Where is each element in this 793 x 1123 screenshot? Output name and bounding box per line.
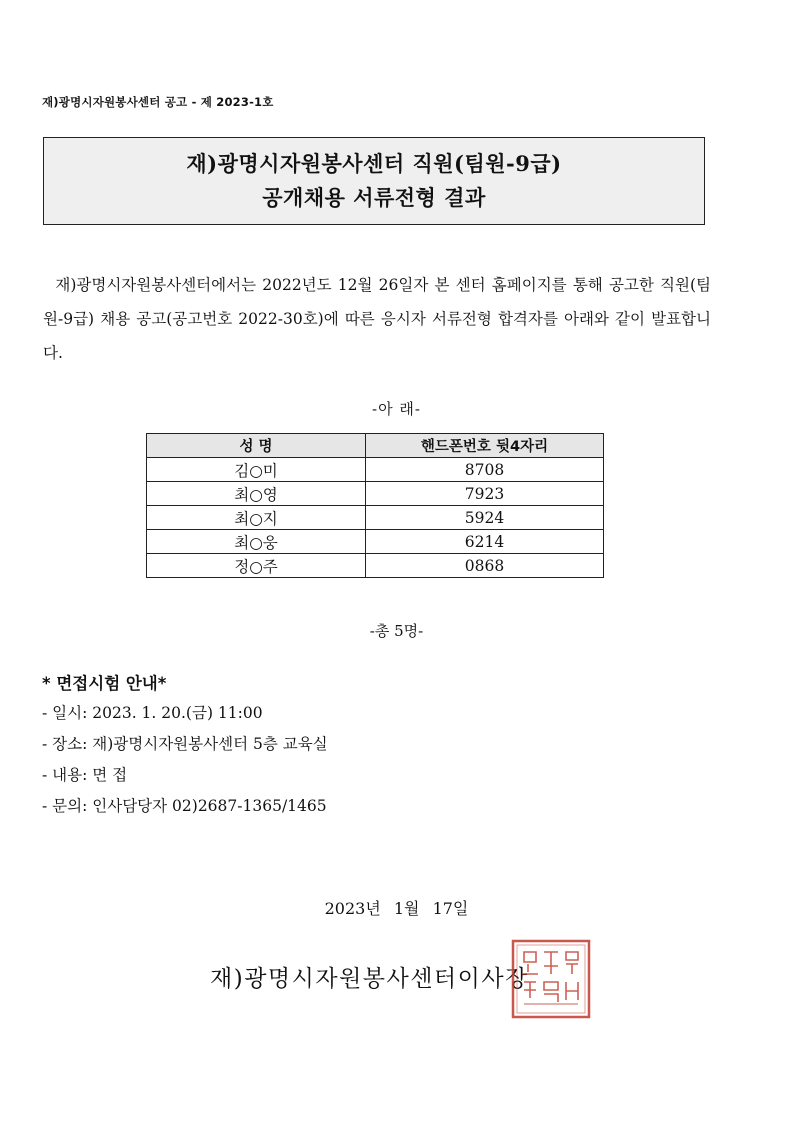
- interview-item-location: - 장소: 재)광명시자원봉사센터 5층 교육실: [42, 735, 328, 753]
- cell-phone: 6214: [366, 530, 604, 554]
- table-row: [147, 482, 604, 506]
- title-line-1: 재)광명시자원봉사센터 직원(팀원-9급): [186, 151, 562, 176]
- notice-number: 재)광명시자원봉사센터 공고 - 제 2023-1호: [42, 95, 274, 109]
- header-phone: 핸드폰번호 뒷4자리: [366, 434, 604, 458]
- announcement-text: 재)광명시자원봉사센터에서는 2022년도 12월 26일자 본 센터 홈페이지를 통해 공고한 직원(팀원-9급) 채용 공고(공고번호 2022-30호)에 따른 응시자 서류전형 합격자를 아래와 같이 발표합니다.: [43, 276, 711, 362]
- title-line-2: 공개채용 서류전형 결과: [262, 185, 486, 210]
- official-seal-stamp: [510, 938, 592, 1020]
- cell-name: 정○주: [147, 554, 366, 578]
- interview-section: [42, 670, 328, 822]
- cell-name: 최○웅: [147, 530, 366, 554]
- interview-heading: * 면접시험 안내*: [42, 674, 167, 693]
- table-row: [147, 506, 604, 530]
- table-row: [147, 554, 604, 578]
- interview-item-content: - 내용: 면 접: [42, 766, 128, 784]
- cell-phone: 7923: [366, 482, 604, 506]
- seal-stamp-icon: [510, 938, 592, 1020]
- interview-item-datetime: - 일시: 2023. 1. 20.(금) 11:00: [42, 704, 263, 722]
- interview-item-contact: - 문의: 인사담당자 02)2687-1365/1465: [42, 797, 327, 815]
- passers-table: [146, 433, 604, 578]
- total-count: -총 5명-: [369, 622, 424, 640]
- cell-phone: 5924: [366, 506, 604, 530]
- cell-name: 최○지: [147, 506, 366, 530]
- cell-name: 최○영: [147, 482, 366, 506]
- below-label: -아 래-: [372, 400, 421, 418]
- cell-name: 김○미: [147, 458, 366, 482]
- table-header-row: [147, 434, 604, 458]
- cell-phone: 8708: [366, 458, 604, 482]
- announcement-paragraph: [43, 268, 711, 370]
- table-row: [147, 458, 604, 482]
- header-name: 성 명: [147, 434, 366, 458]
- table-row: [147, 530, 604, 554]
- issuer-name: 재)광명시자원봉사센터이사장: [210, 966, 529, 992]
- title-box: [43, 137, 705, 225]
- issue-date: 2023년 1월 17일: [324, 899, 469, 918]
- cell-phone: 0868: [366, 554, 604, 578]
